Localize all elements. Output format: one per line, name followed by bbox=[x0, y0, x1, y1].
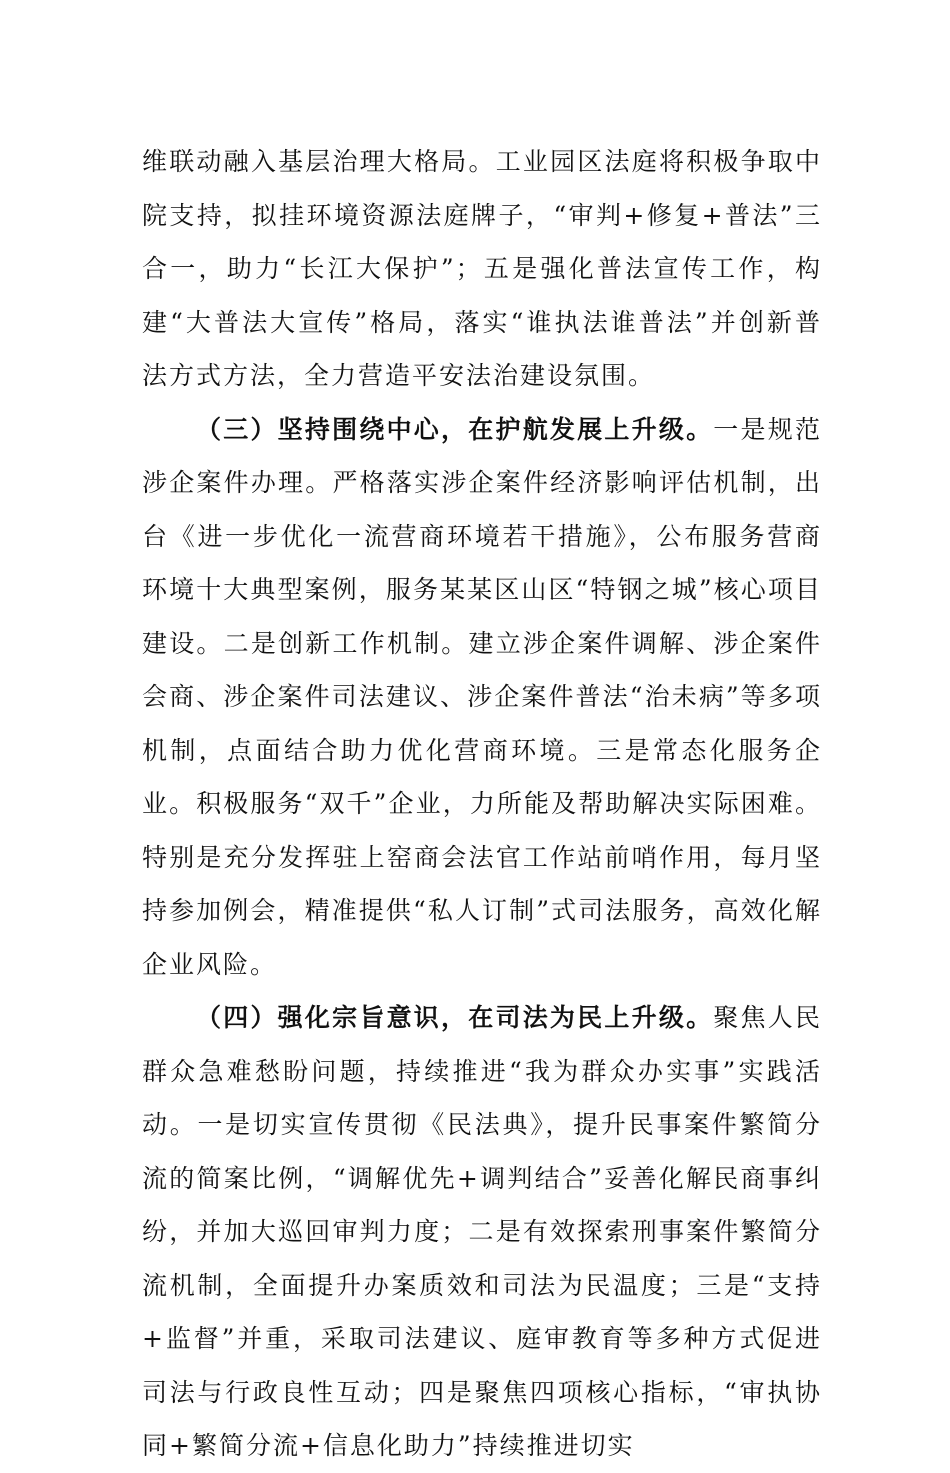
paragraph-continuation bbox=[142, 135, 822, 403]
paragraph-body: 维联动融入基层治理大格局。工业园区法庭将积极争取中院支持，拟挂环境资源法庭牌子，“审判+修复+普法”三合一，助力“长江大保护”；五是强化普法宣传工作，构建“大普法大宣传”格局，落实“谁执法谁普法”并创新普法方式方法，全力营造平安法治建设氛围。 bbox=[142, 147, 822, 390]
section-heading: （三）坚持围绕中心，在护航发展上升级。 bbox=[196, 414, 714, 444]
document-body bbox=[142, 135, 822, 1473]
paragraph-body: 聚焦人民群众急难愁盼问题，持续推进“我为群众办实事”实践活动。一是切实宣传贯彻《民法典》，提升民事案件繁简分流的简案比例，“调解优先+调判结合”妥善化解民商事纠纷，并加大巡回审判力度；二是有效探索刑事案件繁简分流机制，全面提升办案质效和司法为民温度；三是“支持+监督”并重，采取司法建议、庭审教育等多种方式促进司法与行政良性互动；四是聚焦四项核心指标，“审执协同+繁简分流+信息化助力”持续推进切实 bbox=[142, 1003, 822, 1460]
paragraph-body: 一是规范涉企案件办理。严格落实涉企案件经济影响评估机制，出台《进一步优化一流营商环境若干措施》，公布服务营商环境十大典型案例，服务某某区山区“特钢之城”核心项目建设。二是创新工作机制。建立涉企案件调解、涉企案件会商、涉企案件司法建议、涉企案件普法“治未病”等多项机制，点面结合助力优化营商环境。三是常态化服务企业。积极服务“双千”企业，力所能及帮助解决实际困难。特别是充分发挥驻上窑商会法官工作站前哨作用，每月坚持参加例会，精准提供“私人订制”式司法服务，高效化解企业风险。 bbox=[142, 414, 822, 979]
section-heading: （四）强化宗旨意识，在司法为民上升级。 bbox=[196, 1003, 714, 1032]
paragraph-section-4 bbox=[142, 991, 822, 1473]
paragraph-section-3 bbox=[142, 403, 822, 992]
